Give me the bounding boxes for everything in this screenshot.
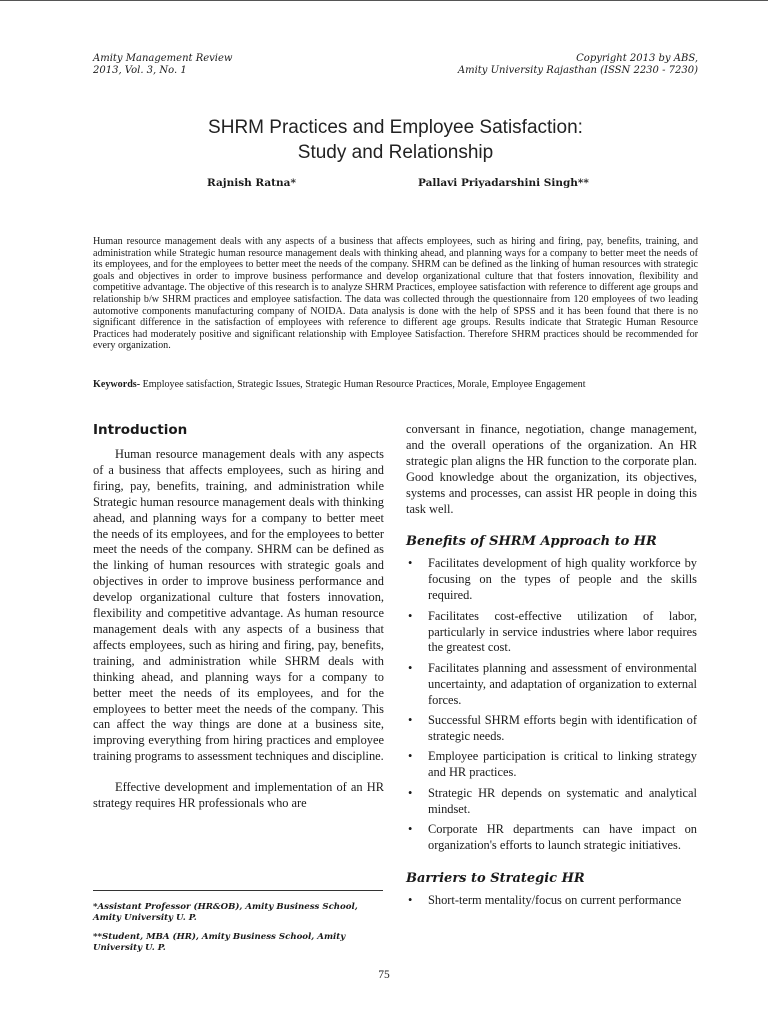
- page-number: 75: [378, 969, 390, 981]
- barriers-list: [406, 893, 697, 909]
- benefit-item: • Corporate HR departments can have impact on organization's efforts to launch strategic initiatives.: [406, 822, 697, 854]
- keywords-label: Keywords-: [93, 379, 141, 390]
- barriers-heading: Barriers to Strategic HR: [406, 870, 585, 886]
- keywords-text: Employee satisfaction, Strategic Issues, Strategic Human Resource Practices, Morale, Employee Engagement: [140, 379, 586, 390]
- top-border: [0, 0, 768, 1]
- publisher-line: Amity University Rajasthan (ISSN 2230 - 7230): [457, 65, 698, 76]
- intro-paragraph-1: Human resource management deals with any aspects of a business that affects employees, such as hiring and firing, pay, benefits, training, and administration while Strategic human resource management deals with thinking ahead, and planning ways for a company to better meet the needs of its employees, and for the employees to better meet the needs of the company. SHRM can be defined as the linking of human resources with strategic goals and objectives in order to improve business performance and develop organizational culture that fosters innovation, flexibility and competitive advantage. As human resource management deals with any aspects of a business that affects employees, such as hiring and firing, pay, benefits, training, and administration while SHRM deals with thinking ahead, and planning ways for a company to better meet the needs of its employees, and for the employees to better meet the needs of the company. This can affect the way things are done at a business site, improving everything from hiring practices and employee training programs to assessment techniques and discipline.: [93, 447, 384, 764]
- copyright-line: Copyright 2013 by ABS,: [576, 53, 698, 64]
- benefit-item: • Facilitates cost-effective utilization of labor, particularly in service industries where labor requires the greatest cost.: [406, 609, 697, 657]
- right-column: [406, 422, 697, 913]
- journal-header: [93, 53, 232, 77]
- introduction-heading: Introduction: [93, 422, 188, 438]
- keywords: [93, 379, 698, 391]
- benefits-heading: Benefits of SHRM Approach to HR: [406, 534, 657, 550]
- barrier-item: • Short-term mentality/focus on current performance: [406, 893, 697, 909]
- author-2: Pallavi Priyadarshini Singh**: [418, 177, 589, 189]
- journal-name: Amity Management Review: [93, 53, 233, 64]
- author-1: Rajnish Ratna*: [207, 177, 296, 189]
- intro-paragraph-2: Effective development and implementation of an HR strategy requires HR professionals who are: [93, 780, 384, 811]
- footnote-1: *Assistant Professor (HR&OB), Amity Business School, Amity University U. P.: [93, 902, 358, 923]
- benefit-item: • Facilitates development of high quality workforce by focusing on the types of people and the skills required.: [406, 556, 697, 604]
- footnote-rule: [93, 890, 383, 891]
- benefits-list: [406, 556, 697, 853]
- benefit-item: • Successful SHRM efforts begin with identification of strategic needs.: [406, 713, 697, 745]
- benefit-item: • Strategic HR depends on systematic and analytical mindset.: [406, 786, 697, 818]
- copyright-header: [458, 53, 698, 77]
- benefit-item: • Employee participation is critical to linking strategy and HR practices.: [406, 749, 697, 781]
- benefit-item: • Facilitates planning and assessment of environmental uncertainty, and adaptation of organization to external forces.: [406, 661, 697, 709]
- abstract: Human resource management deals with any aspects of a business that affects employees, such as hiring and firing, pay, benefits, training, and administration while Strategic human resource management deals with thinking ahead, and planning ways for a company to better meet the needs of its employees, and for the employees to better meet the needs of the company. SHRM can be defined as the linking of human resources with strategic goals and objectives in order to improve business performance and develop organizational culture that that fosters innovation, flexibility and competitive advantage. The objective of this research is to analyze SHRM Practices, employee satisfaction with reference to different age groups and relationship b/w SHRM practices and employee satisfaction. The data was collected through the questionnaire from 120 employees of two leading automotive components manufacturing company of NOIDA. Data analysis is done with the help of SPSS and it has been found that there is no significant difference in the satisfaction of employees with reference to different age groups. Results indicate that Strategic Human Resource Practices had moderately positive and significant relationship with Employee Satisfaction. Therefore SHRM practices should be recommended for every organization.: [93, 236, 698, 352]
- journal-issue: 2013, Vol. 3, No. 1: [93, 65, 187, 76]
- title-line-1: SHRM Practices and Employee Satisfaction:: [208, 117, 583, 138]
- left-column: [93, 421, 384, 812]
- title-line-2: Study and Relationship: [297, 142, 494, 163]
- continued-paragraph: conversant in finance, negotiation, change management, and the overall operations of the organization. An HR strategic plan aligns the HR function to the corporate plan. Good knowledge about the organization, its objectives, systems and processes, can assist HR people in doing this task well.: [406, 422, 697, 516]
- paper-title: [93, 115, 698, 165]
- footnote-2: **Student, MBA (HR), Amity Business School, Amity University U. P.: [93, 932, 346, 953]
